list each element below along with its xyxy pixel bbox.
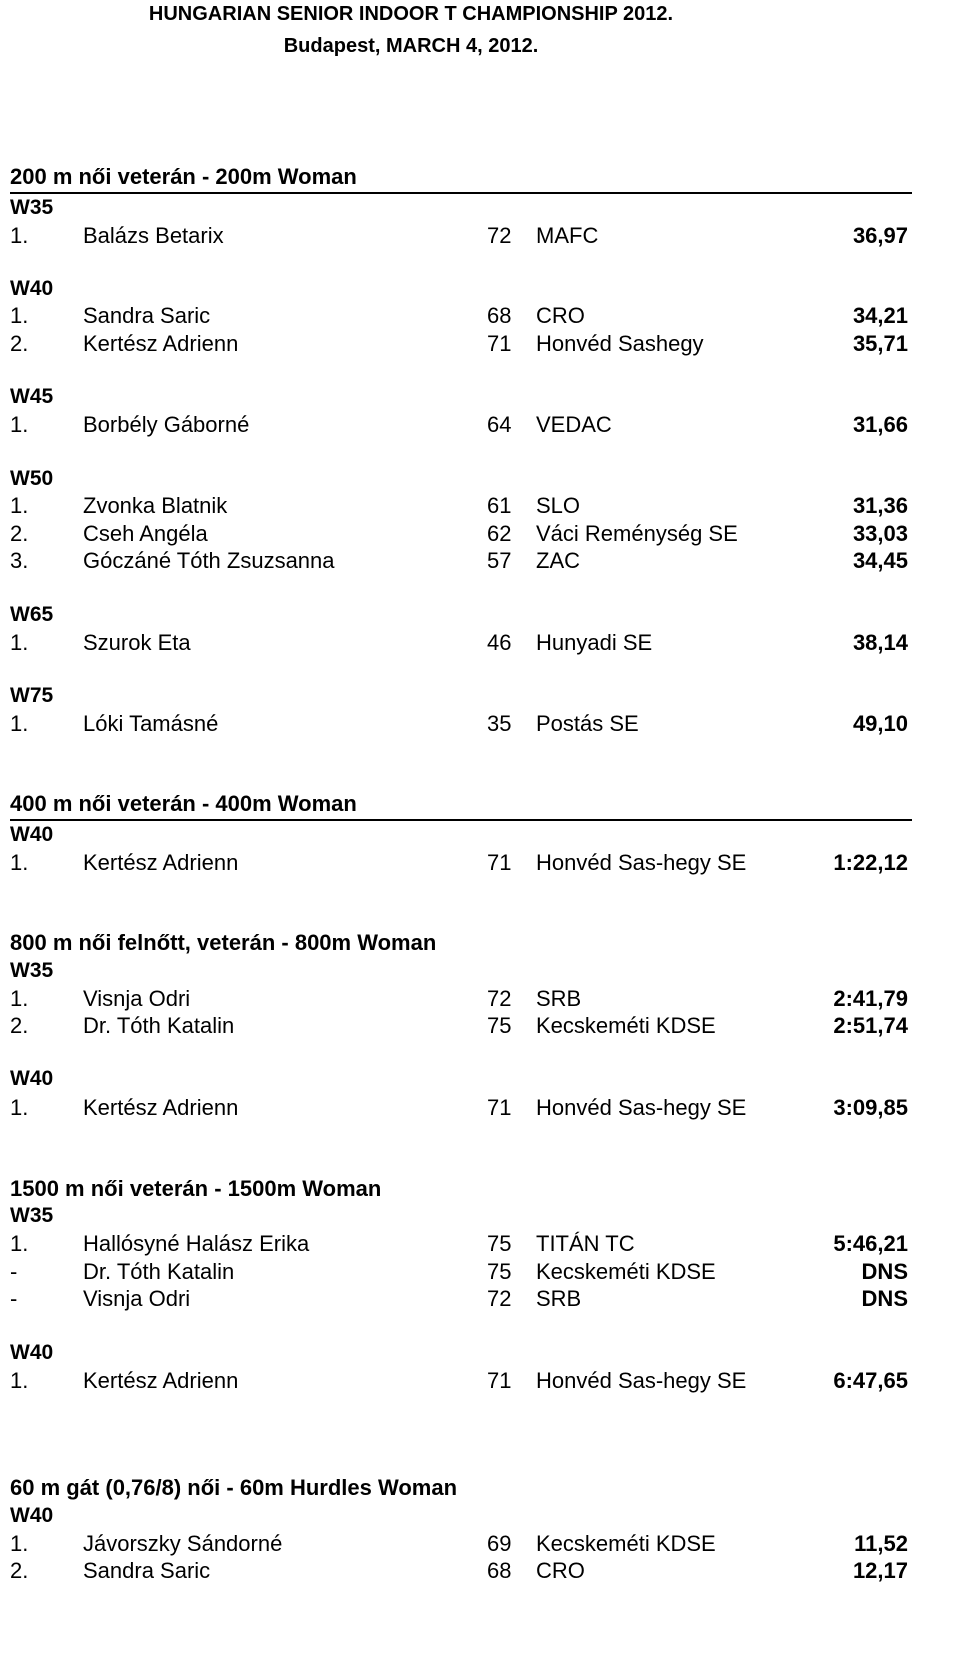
athlete-name: Sandra Saric <box>83 303 211 328</box>
result-time: 31,36 <box>852 493 908 518</box>
result-row <box>0 520 960 548</box>
position: 2. <box>10 331 29 356</box>
club: Postás SE <box>536 711 639 736</box>
club: Kecskeméti KDSE <box>536 1531 716 1556</box>
result-row <box>0 302 960 330</box>
result-time: 36,97 <box>852 223 908 248</box>
athlete-name: Jávorszky Sándorné <box>83 1531 283 1556</box>
club: CRO <box>536 1558 585 1583</box>
birth-year: 72 <box>487 1286 512 1311</box>
athlete-name: Borbély Gáborné <box>83 412 250 437</box>
position: 1. <box>10 630 29 655</box>
club: SRB <box>536 1286 582 1311</box>
result-row <box>0 985 960 1013</box>
athlete-name: Zvonka Blatnik <box>83 493 228 518</box>
result-row <box>0 222 960 250</box>
position: 2. <box>10 521 29 546</box>
club: Hunyadi SE <box>536 630 653 655</box>
position: 1. <box>10 1095 29 1120</box>
result-time: 34,21 <box>852 303 908 328</box>
category-label: W40 <box>10 823 54 846</box>
athlete-name: Kertész Adrienn <box>83 850 239 875</box>
result-row <box>0 1230 960 1258</box>
result-row <box>0 1012 960 1040</box>
club: SLO <box>536 493 581 518</box>
birth-year: 46 <box>487 630 512 655</box>
club: Honvéd Sas-hegy SE <box>536 1095 747 1120</box>
birth-year: 62 <box>487 521 512 546</box>
athlete-name: Dr. Tóth Katalin <box>83 1013 235 1038</box>
position: 1. <box>10 1231 29 1256</box>
club: Honvéd Sashegy <box>536 331 704 356</box>
result-time: DNS <box>861 1259 908 1284</box>
club: MAFC <box>536 223 599 248</box>
club: Váci Reménység SE <box>536 521 738 546</box>
athlete-name: Kertész Adrienn <box>83 1368 239 1393</box>
section-divider <box>10 819 912 821</box>
birth-year: 71 <box>487 331 512 356</box>
position: 1. <box>10 1531 29 1556</box>
result-row <box>0 411 960 439</box>
category-label: W40 <box>10 1067 54 1090</box>
birth-year: 72 <box>487 986 512 1011</box>
athlete-name: Szurok Eta <box>83 630 191 655</box>
result-time: 34,45 <box>852 548 908 573</box>
athlete-name: Sandra Saric <box>83 1558 211 1583</box>
club: Kecskeméti KDSE <box>536 1013 716 1038</box>
club: Kecskeméti KDSE <box>536 1259 716 1284</box>
result-row <box>0 1557 960 1585</box>
result-row <box>0 710 960 738</box>
position: 1. <box>10 493 29 518</box>
birth-year: 69 <box>487 1531 512 1556</box>
athlete-name: Hallósyné Halász Erika <box>83 1231 310 1256</box>
result-row <box>0 547 960 575</box>
position: 1. <box>10 303 29 328</box>
club: Honvéd Sas-hegy SE <box>536 850 747 875</box>
club: CRO <box>536 303 585 328</box>
athlete-name: Kertész Adrienn <box>83 1095 239 1120</box>
position: 1. <box>10 711 29 736</box>
result-row <box>0 330 960 358</box>
position: 3. <box>10 548 29 573</box>
result-time: 35,71 <box>852 331 908 356</box>
athlete-name: Dr. Tóth Katalin <box>83 1259 235 1284</box>
birth-year: 61 <box>487 493 512 518</box>
category-label: W40 <box>10 1341 54 1364</box>
athlete-name: Kertész Adrienn <box>83 331 239 356</box>
category-label: W65 <box>10 603 54 626</box>
birth-year: 35 <box>487 711 512 736</box>
category-label: W40 <box>10 1504 54 1527</box>
result-time: 1:22,12 <box>833 850 908 875</box>
event-title: 200 m női veterán - 200m Woman <box>10 164 357 189</box>
result-time: 38,14 <box>852 630 908 655</box>
category-label: W75 <box>10 684 54 707</box>
result-row <box>0 1258 960 1286</box>
club: Honvéd Sas-hegy SE <box>536 1368 747 1393</box>
event-title: 400 m női veterán - 400m Woman <box>10 791 357 816</box>
position: 2. <box>10 1013 29 1038</box>
position: 1. <box>10 1368 29 1393</box>
result-row <box>0 1094 960 1122</box>
result-time: 49,10 <box>852 711 908 736</box>
athlete-name: Góczáné Tóth Zsuzsanna <box>83 548 335 573</box>
position: 1. <box>10 850 29 875</box>
position: 2. <box>10 1558 29 1583</box>
result-time: DNS <box>861 1286 908 1311</box>
birth-year: 75 <box>487 1231 512 1256</box>
athlete-name: Visnja Odri <box>83 986 191 1011</box>
result-row <box>0 849 960 877</box>
category-label: W50 <box>10 467 54 490</box>
result-row <box>0 1530 960 1558</box>
category-label: W35 <box>10 1204 54 1227</box>
club: SRB <box>536 986 582 1011</box>
result-time: 2:41,79 <box>833 986 908 1011</box>
birth-year: 75 <box>487 1013 512 1038</box>
position: 1. <box>10 412 29 437</box>
birth-year: 75 <box>487 1259 512 1284</box>
position: - <box>10 1259 18 1284</box>
position: 1. <box>10 223 29 248</box>
birth-year: 68 <box>487 303 512 328</box>
birth-year: 64 <box>487 412 512 437</box>
club: VEDAC <box>536 412 612 437</box>
result-time: 33,03 <box>852 521 908 546</box>
result-row <box>0 492 960 520</box>
athlete-name: Visnja Odri <box>83 1286 191 1311</box>
club: TITÁN TC <box>536 1231 635 1256</box>
birth-year: 71 <box>487 850 512 875</box>
event-title: 800 m női felnőtt, veterán - 800m Woman <box>10 930 437 955</box>
section-divider <box>10 192 912 194</box>
category-label: W40 <box>10 277 54 300</box>
category-label: W35 <box>10 196 54 219</box>
position: 1. <box>10 986 29 1011</box>
result-row <box>0 1367 960 1395</box>
result-time: 3:09,85 <box>833 1095 908 1120</box>
athlete-name: Cseh Angéla <box>83 521 208 546</box>
result-time: 11,52 <box>854 1531 908 1556</box>
page-title: HUNGARIAN SENIOR INDOOR T CHAMPIONSHIP 2012. <box>148 3 674 25</box>
result-row <box>0 1285 960 1313</box>
birth-year: 72 <box>487 223 512 248</box>
page-subtitle: Budapest, MARCH 4, 2012. <box>283 35 539 57</box>
athlete-name: Lóki Tamásné <box>83 711 219 736</box>
category-label: W35 <box>10 959 54 982</box>
birth-year: 71 <box>487 1095 512 1120</box>
athlete-name: Balázs Betarix <box>83 223 224 248</box>
result-time: 2:51,74 <box>833 1013 908 1038</box>
result-time: 6:47,65 <box>833 1368 908 1393</box>
category-label: W45 <box>10 385 54 408</box>
birth-year: 68 <box>487 1558 512 1583</box>
event-title: 60 m gát (0,76/8) női - 60m Hurdles Woman <box>10 1475 458 1500</box>
result-time: 12,17 <box>852 1558 908 1583</box>
club: ZAC <box>536 548 580 573</box>
result-row <box>0 629 960 657</box>
result-time: 31,66 <box>852 412 908 437</box>
position: - <box>10 1286 18 1311</box>
birth-year: 71 <box>487 1368 512 1393</box>
event-title: 1500 m női veterán - 1500m Woman <box>10 1176 382 1201</box>
result-time: 5:46,21 <box>833 1231 908 1256</box>
birth-year: 57 <box>487 548 512 573</box>
